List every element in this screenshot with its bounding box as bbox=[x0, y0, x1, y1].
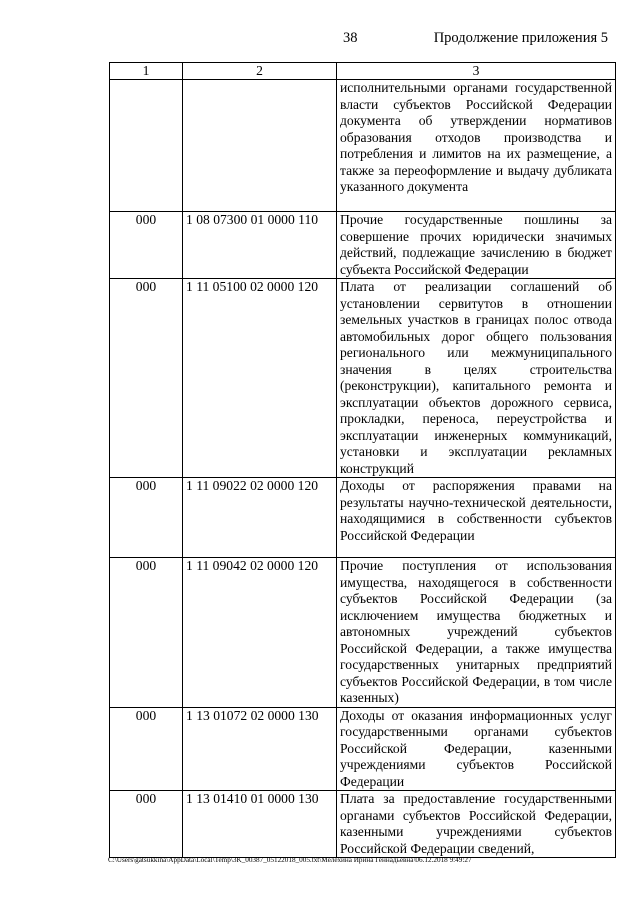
page-number: 38 bbox=[343, 30, 358, 46]
table-row bbox=[110, 558, 616, 708]
income-name-cell: Плата за предоставление государственными органами субъектов Российской Федерации, казенными учреждениями субъектов Российской Федерации сведений, bbox=[337, 791, 616, 858]
table-row bbox=[110, 279, 616, 478]
income-name-cell: исполнительными органами государственной власти субъектов Российской Федерации документа об утверждении нормативов образования отходов производства и потребления и лимитов на их размещение, а также за переоформление и выдачу дубликата указанного документа bbox=[337, 80, 616, 212]
column-header-3: 3 bbox=[337, 63, 616, 80]
admin-code-cell: 000 bbox=[110, 279, 183, 478]
budget-code-cell: 1 11 09042 02 0000 120 bbox=[183, 558, 337, 708]
income-name-cell: Прочие государственные пошлины за совершение прочих юридически значимых действий, подлежащие зачислению в бюджет субъекта Российской Федерации bbox=[337, 212, 616, 279]
admin-code-cell bbox=[110, 80, 183, 212]
income-name-cell: Плата от реализации соглашений об установлении сервитутов в отношении земельных участков в границах полос отвода автомобильных дорог общего пользования регионального или межмуниципального значения в целях строительства (реконструкции), капитального ремонта и эксплуатации объектов дорожного сервиса, прокладки, переноса, переустройства и эксплуатации инженерных коммуникаций, установки и эксплуатации рекламных конструкций bbox=[337, 279, 616, 478]
table-row bbox=[110, 212, 616, 279]
table-row bbox=[110, 80, 616, 212]
income-name-cell: Доходы от оказания информационных услуг государственными органами субъектов Российской Федерации, казенными учреждениями субъектов Российской Федерации bbox=[337, 707, 616, 791]
table-header-row bbox=[110, 63, 616, 80]
table-row bbox=[110, 791, 616, 858]
budget-code-cell: 1 11 09022 02 0000 120 bbox=[183, 478, 337, 558]
admin-code-cell: 000 bbox=[110, 791, 183, 858]
table-row bbox=[110, 478, 616, 558]
budget-code-cell: 1 13 01072 02 0000 130 bbox=[183, 707, 337, 791]
admin-code-cell: 000 bbox=[110, 478, 183, 558]
admin-code-cell: 000 bbox=[110, 212, 183, 279]
admin-code-cell: 000 bbox=[110, 558, 183, 708]
column-header-1: 1 bbox=[110, 63, 183, 80]
budget-code-cell: 1 11 05100 02 0000 120 bbox=[183, 279, 337, 478]
table-row bbox=[110, 707, 616, 791]
column-header-2: 2 bbox=[183, 63, 337, 80]
budget-classification-table bbox=[109, 62, 616, 858]
income-name-cell: Доходы от распоряжения правами на результаты научно-технической деятельности, находящимися в собственности субъектов Российской Федерации bbox=[337, 478, 616, 558]
file-path-footer: C:\Users\gatsukkina\AppData\Local\Temp\3K_00387_05122018_005.txt\Мелехина Ирина Геннадьевна\06.12.2018 9:49:27 bbox=[108, 856, 472, 864]
admin-code-cell: 000 bbox=[110, 707, 183, 791]
budget-code-cell: 1 08 07300 01 0000 110 bbox=[183, 212, 337, 279]
continuation-label: Продолжение приложения 5 bbox=[433, 30, 608, 46]
budget-code-cell bbox=[183, 80, 337, 212]
budget-code-cell: 1 13 01410 01 0000 130 bbox=[183, 791, 337, 858]
income-name-cell: Прочие поступления от использования имущества, находящегося в собственности субъектов Российской Федерации (за исключением имущества бюджетных и автономных учреждений субъектов Российской Федерации, а также имущества государственных унитарных предприятий субъектов Российской Федерации, в том числе казенных) bbox=[337, 558, 616, 708]
